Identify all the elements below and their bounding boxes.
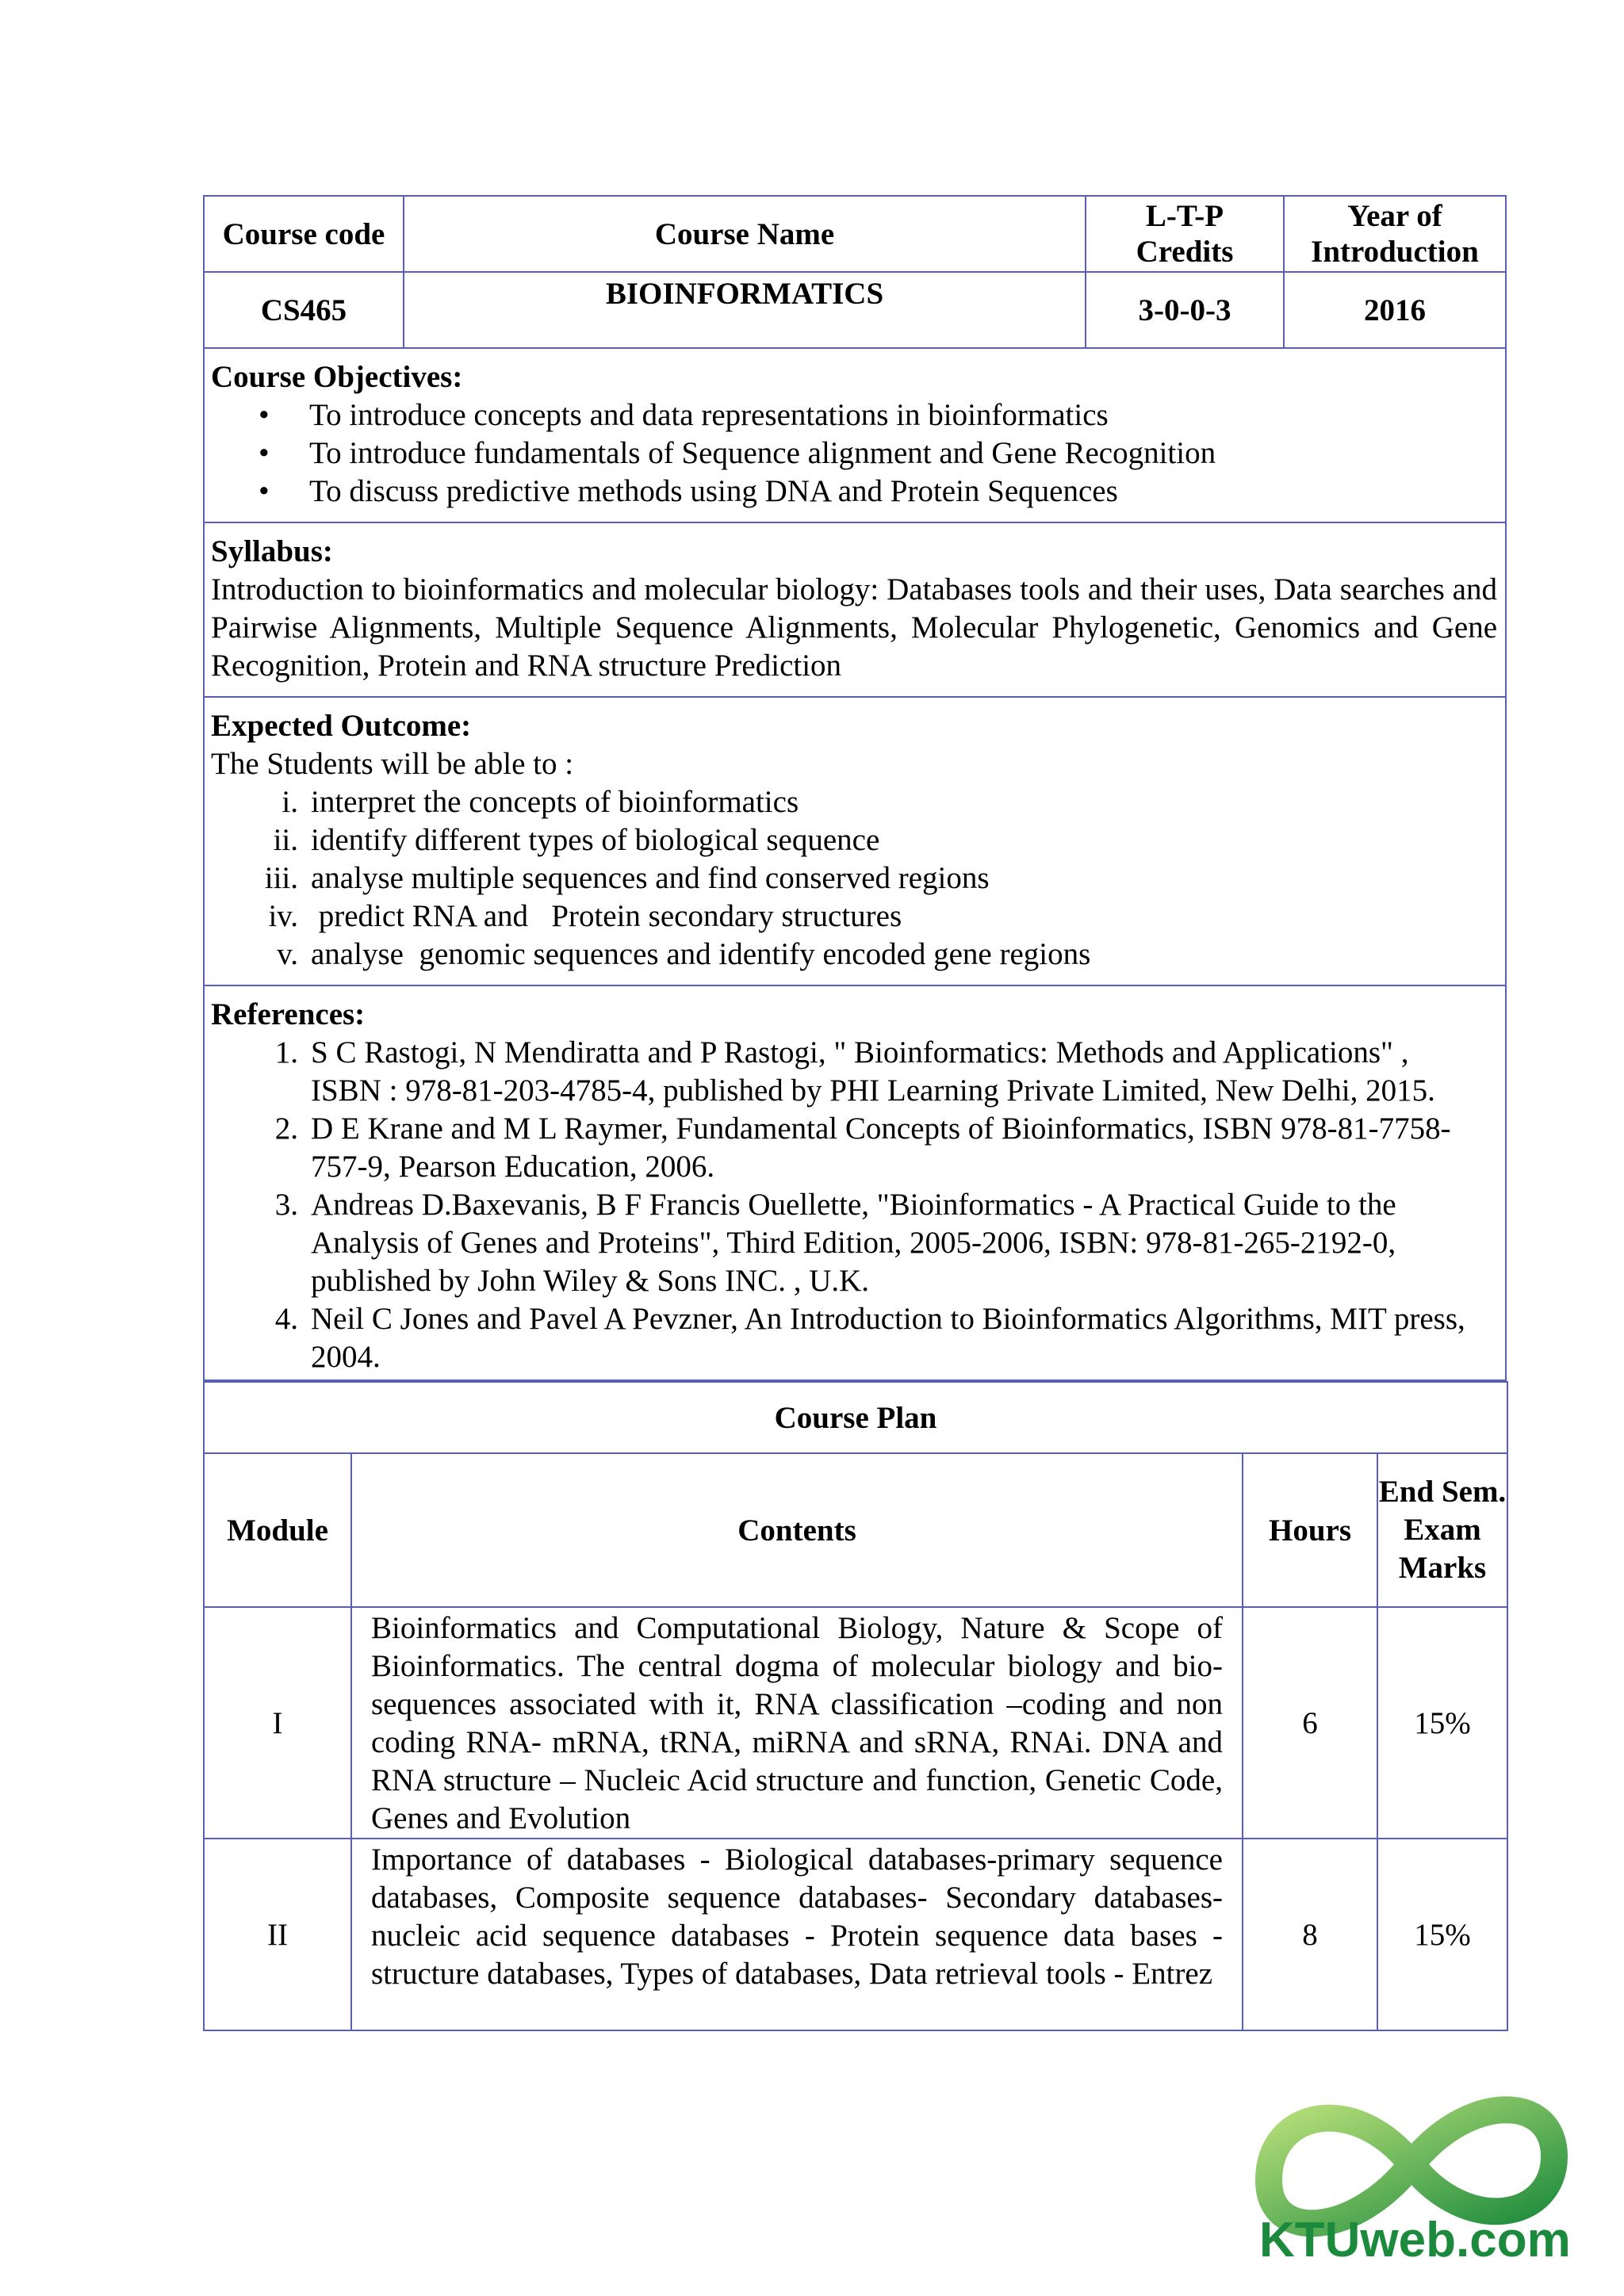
- reference-text: Andreas D.Baxevanis, B F Francis Ouellette, "Bioinformatics - A Practical Guide to the Analysis of Genes and Proteins", Third Edition, 2005-2006, ISBN: 978-81-265-2192-0, published by John Wiley & Sons INC. , U.K.: [311, 1188, 1396, 1298]
- reference-item: [211, 1034, 1497, 1110]
- objectives-section: [203, 349, 1507, 523]
- outcome-number: iv.: [268, 899, 298, 933]
- table-row: [204, 1839, 1507, 2030]
- outcome-item: [211, 821, 1497, 859]
- outcome-section: [203, 698, 1507, 986]
- reference-number: 2.: [274, 1112, 298, 1146]
- course-header-table: [203, 195, 1507, 349]
- outcome-number: v.: [277, 937, 298, 971]
- year-header: [1284, 196, 1506, 272]
- module-marks: 15%: [1377, 1607, 1507, 1839]
- hours-header: Hours: [1243, 1453, 1377, 1607]
- reference-text: Neil C Jones and Pavel A Pevzner, An Introduction to Bioinformatics Algorithms, MIT press, 2004.: [311, 1302, 1465, 1374]
- outcome-heading: Expected Outcome:: [211, 709, 472, 743]
- module-contents: Bioinformatics and Computational Biology, Nature & Scope of Bioinformatics. The central dogma of molecular biology and bio-sequences associated with it, RNA classification –coding and non coding RNA- mRNA, tRNA, miRNA and sRNA, RNAi. DNA and RNA structure – Nucleic Acid structure and function, Genetic Code, Genes and Evolution: [351, 1607, 1243, 1839]
- course-name-header: Course Name: [404, 196, 1086, 272]
- reference-item: [211, 1110, 1497, 1186]
- syllabus-heading: Syllabus:: [211, 534, 333, 568]
- year-of-introduction: 2016: [1284, 272, 1506, 348]
- course-name: BIOINFORMATICS: [404, 272, 1086, 348]
- module-header: Module: [204, 1453, 351, 1607]
- outcome-item: [211, 859, 1497, 897]
- references-heading: References:: [211, 997, 366, 1031]
- reference-item: [211, 1186, 1497, 1300]
- course-code: CS465: [204, 272, 404, 348]
- contents-header: Contents: [351, 1453, 1243, 1607]
- module-hours: 8: [1243, 1839, 1377, 2030]
- syllabus-text: Introduction to bioinformatics and molecular biology: Databases tools and their uses, Data searches and Pairwise Alignments, Multiple Sequence Alignments, Molecular Phylogenetic, Genomics and Gene Recognition, Protein and RNA structure Prediction: [211, 572, 1497, 683]
- module-number: II: [204, 1839, 351, 2030]
- ltp-credits-header: [1086, 196, 1284, 272]
- outcome-list: [211, 783, 1497, 974]
- course-plan-title: Course Plan: [204, 1382, 1507, 1453]
- outcome-item: [211, 897, 1497, 936]
- outcome-number: i.: [282, 785, 298, 819]
- reference-number: 3.: [274, 1188, 298, 1222]
- reference-item: [211, 1300, 1497, 1376]
- objective-item: • To introduce concepts and data representations in bioinformatics: [259, 396, 1497, 434]
- module-marks: 15%: [1377, 1839, 1507, 2030]
- objective-item: • To discuss predictive methods using DNA and Protein Sequences: [259, 473, 1497, 511]
- module-hours: 6: [1243, 1607, 1377, 1839]
- outcome-text: interpret the concepts of bioinformatics: [311, 785, 799, 819]
- outcome-text: analyse genomic sequences and identify encoded gene regions: [311, 937, 1091, 971]
- marks-header: End Sem. Exam Marks: [1377, 1453, 1507, 1607]
- reference-number: 1.: [274, 1035, 298, 1070]
- syllabus-section: [203, 523, 1507, 698]
- year-of-label: Year of: [1347, 199, 1442, 233]
- table-row: [204, 1607, 1507, 1839]
- references-section: [203, 986, 1507, 1381]
- outcome-text: predict RNA and Protein secondary structures: [311, 899, 902, 933]
- outcome-text: identify different types of biological sequence: [311, 823, 880, 857]
- module-contents: Importance of databases - Biological databases-primary sequence databases, Composite sequence databases- Secondary databases- nucleic acid sequence databases - Protein sequence data bases - structure databases, Types of databases, Data retrieval tools - Entrez: [351, 1839, 1243, 2030]
- course-plan-table: [203, 1381, 1508, 2031]
- syllabus-page: [203, 195, 1507, 2031]
- objective-item: • To introduce fundamentals of Sequence alignment and Gene Recognition: [259, 434, 1497, 473]
- outcome-text: analyse multiple sequences and find conserved regions: [311, 861, 990, 895]
- objectives-list: [211, 396, 1497, 511]
- reference-text: D E Krane and M L Raymer, Fundamental Concepts of Bioinformatics, ISBN 978-81-7758-757-9, Pearson Education, 2006.: [311, 1112, 1451, 1184]
- reference-text: S C Rastogi, N Mendiratta and P Rastogi, " Bioinformatics: Methods and Applications" , ISBN : 978-81-203-4785-4, published by PHI Learning Private Limited, New Delhi, 2015.: [311, 1035, 1435, 1108]
- outcome-intro: The Students will be able to :: [211, 747, 574, 781]
- outcome-number: ii.: [273, 823, 298, 857]
- introduction-label: Introduction: [1311, 235, 1479, 269]
- ltp-label: L-T-P: [1145, 199, 1224, 233]
- references-list: [211, 1034, 1497, 1376]
- outcome-item: [211, 783, 1497, 821]
- logo-text: KTUweb.com: [1259, 2213, 1571, 2267]
- ltp-credits: 3-0-0-3: [1086, 272, 1284, 348]
- outcome-item: [211, 936, 1497, 974]
- objectives-heading: Course Objectives:: [211, 360, 463, 394]
- outcome-number: iii.: [264, 861, 298, 895]
- credits-label: Credits: [1136, 235, 1234, 269]
- reference-number: 4.: [274, 1302, 298, 1336]
- course-code-header: Course code: [204, 196, 404, 272]
- module-number: I: [204, 1607, 351, 1839]
